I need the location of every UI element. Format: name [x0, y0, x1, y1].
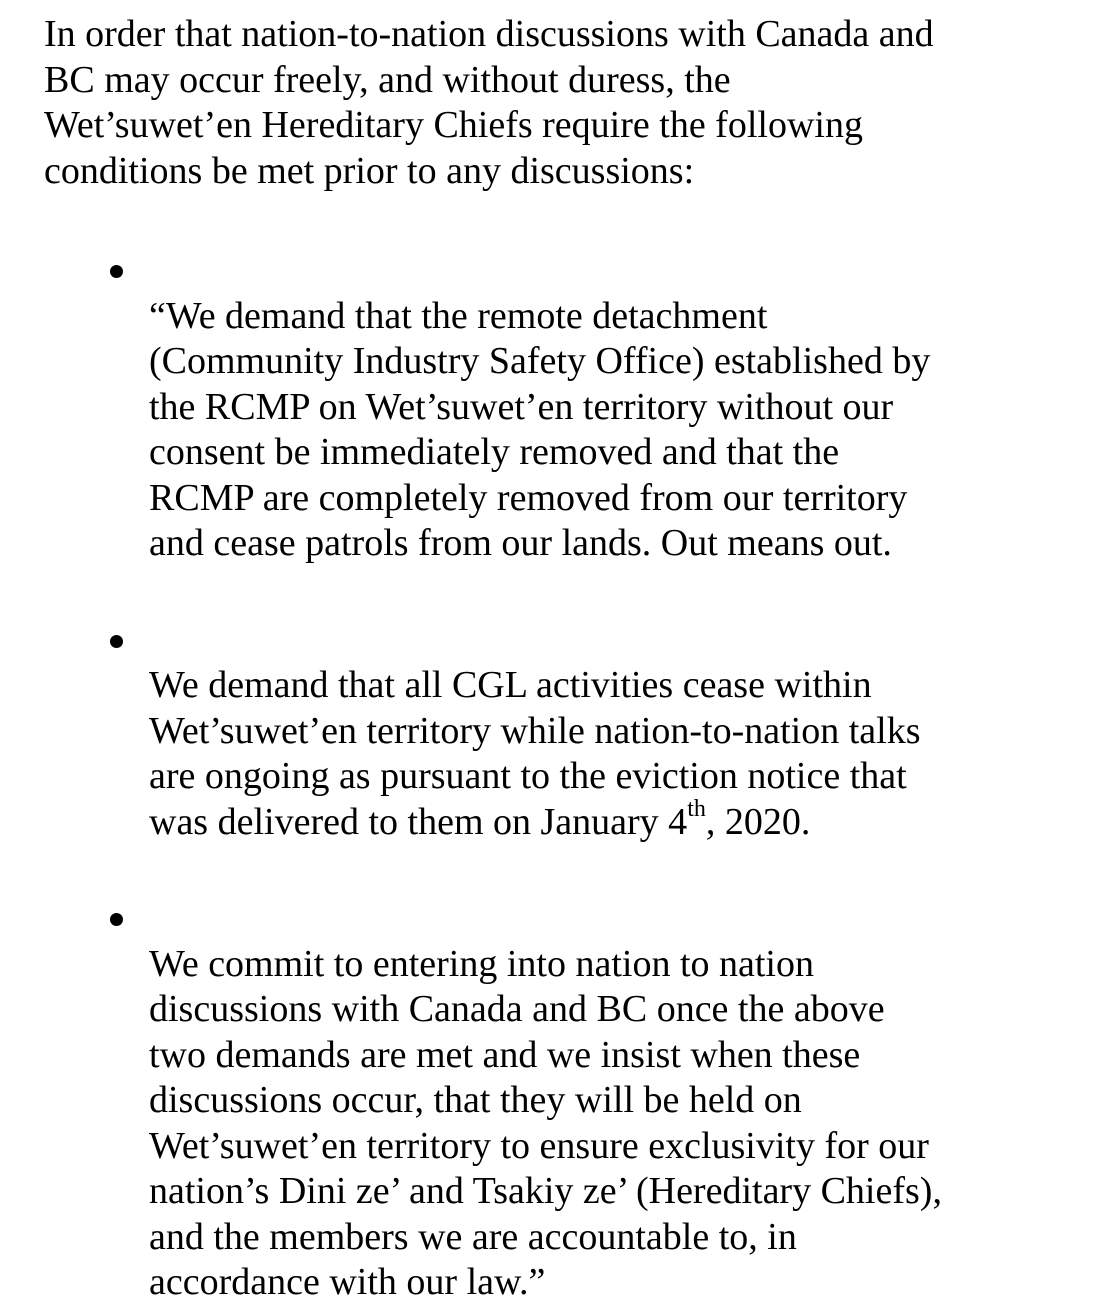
- bullet-text: “We demand that the remote detachment (Community Industry Safety Office) established by the RCMP on Wet’suwet’en territory without our consent be immediately removed and that the RCMP are completely removed from our territory and cease patrols from our lands. Out means out.: [149, 294, 931, 564]
- bullet-icon: [110, 265, 123, 278]
- bullet-text: We commit to entering into nation to nation discussions with Canada and BC once the above two demands are met and we insist when these discussions occur, that they will be held on Wet’suwet’en territory to ensure exclusivity for our nation’s Dini ze’ and Tsakiy ze’ (Hereditary Chiefs), and the members we are accountable to, in accordance with our law.”: [149, 942, 942, 1303]
- list-item: [44, 896, 1074, 1306]
- intro-paragraph: In order that nation-to-nation discussions with Canada and BC may occur freely, and without duress, the Wet’suwet’en Hereditary Chiefs require the following conditions be met prior to any discussions:: [44, 13, 934, 192]
- bullet-text: We demand that all CGL activities cease within Wet’suwet’en territory while nation-to-nation talks are ongoing as pursuant to the eviction notice that was delivered to them on January 4: [149, 664, 921, 843]
- bullet-icon: [110, 913, 123, 926]
- conditions-list: [44, 248, 1074, 1306]
- bullet-text-end: , 2020.: [705, 800, 811, 843]
- list-item: [44, 618, 1074, 846]
- ordinal-suffix: th: [687, 795, 706, 822]
- document-body: [44, 12, 1074, 1306]
- bullet-icon: [110, 635, 123, 648]
- list-item: [44, 248, 1074, 567]
